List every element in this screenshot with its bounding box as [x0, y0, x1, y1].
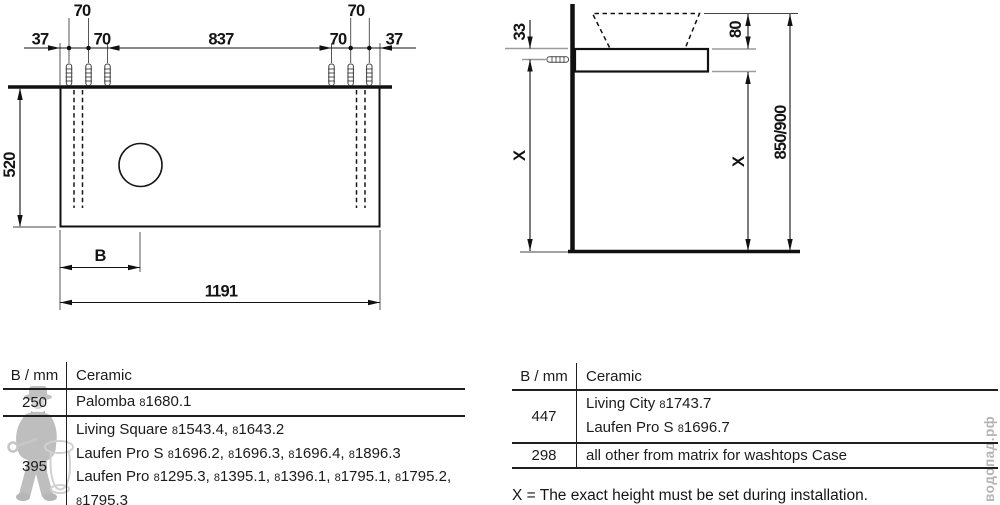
- drain-hole: [119, 144, 162, 187]
- dim-37-right-label: 37: [385, 30, 403, 49]
- table-row: [512, 444, 998, 469]
- side-view: [505, 4, 800, 252]
- table-row: [3, 390, 465, 417]
- washtop-side: [575, 49, 708, 72]
- dim-850-900-label: 850/900: [772, 105, 790, 160]
- ceramic-models: Living Square 81543.4, 81643.2: [76, 421, 285, 438]
- reference-lines: [505, 49, 756, 72]
- dim-70-top-right-label: 70: [347, 2, 365, 20]
- column-header-b: B / mm: [3, 362, 67, 388]
- ceramic-models: Laufen Pro 81295.3, 81395.1, 81396.1, 81795.1, 81795.2, 81795.3: [76, 468, 452, 505]
- dim-520-label: 520: [1, 152, 19, 178]
- basin-bowl-dashed: [593, 14, 700, 48]
- dim-837-label: 837: [208, 30, 234, 49]
- b-value: 250: [3, 390, 67, 415]
- ceramic-models: Laufen Pro S 81696.7: [586, 418, 730, 436]
- ceramic-models: Palomba 81680.1: [76, 393, 192, 410]
- table-header: [3, 362, 465, 390]
- ceramic-models: all other from matrix for washtops Case: [586, 447, 847, 464]
- dim-70-right-label: 70: [329, 30, 347, 49]
- dim-1191-label: 1191: [204, 282, 238, 301]
- installation-note: X = The exact height must be set during installation.: [512, 487, 868, 504]
- table-row: [3, 417, 465, 505]
- dim-X-left-label: X: [511, 150, 529, 161]
- dim-80-label: 80: [727, 21, 745, 38]
- dim-33-label: 33: [511, 23, 529, 41]
- wall-screw: [547, 56, 569, 63]
- dim-X-right-label: X: [730, 156, 748, 167]
- table-header: [512, 363, 998, 391]
- washtop-outline: [61, 88, 380, 227]
- dim-B-label: B: [94, 247, 106, 265]
- column-header-b: B / mm: [512, 363, 577, 389]
- table-row: [512, 391, 998, 444]
- site-watermark: водопад.рф: [982, 415, 997, 502]
- mounting-screws-plan: [66, 64, 373, 86]
- ceramic-table-right: [512, 363, 998, 469]
- b-value: 395: [3, 417, 67, 505]
- dim-70-left-label: 70: [93, 30, 111, 49]
- plan-view: [1, 2, 416, 310]
- hidden-bracket-lines: [74, 90, 365, 208]
- dim-37-left-label: 37: [31, 30, 49, 49]
- b-value: 447: [512, 391, 577, 442]
- ceramic-models: Living City 81743.7: [586, 395, 712, 412]
- b-value: 298: [512, 444, 577, 467]
- column-header-ceramic: Ceramic: [76, 367, 132, 384]
- ceramic-models: Laufen Pro S 81696.2, 81696.3, 81696.4, 81896.3: [76, 444, 401, 462]
- column-header-ceramic: Ceramic: [586, 368, 642, 385]
- dim-70-top-left-label: 70: [73, 2, 91, 20]
- ceramic-table-left: [3, 362, 465, 505]
